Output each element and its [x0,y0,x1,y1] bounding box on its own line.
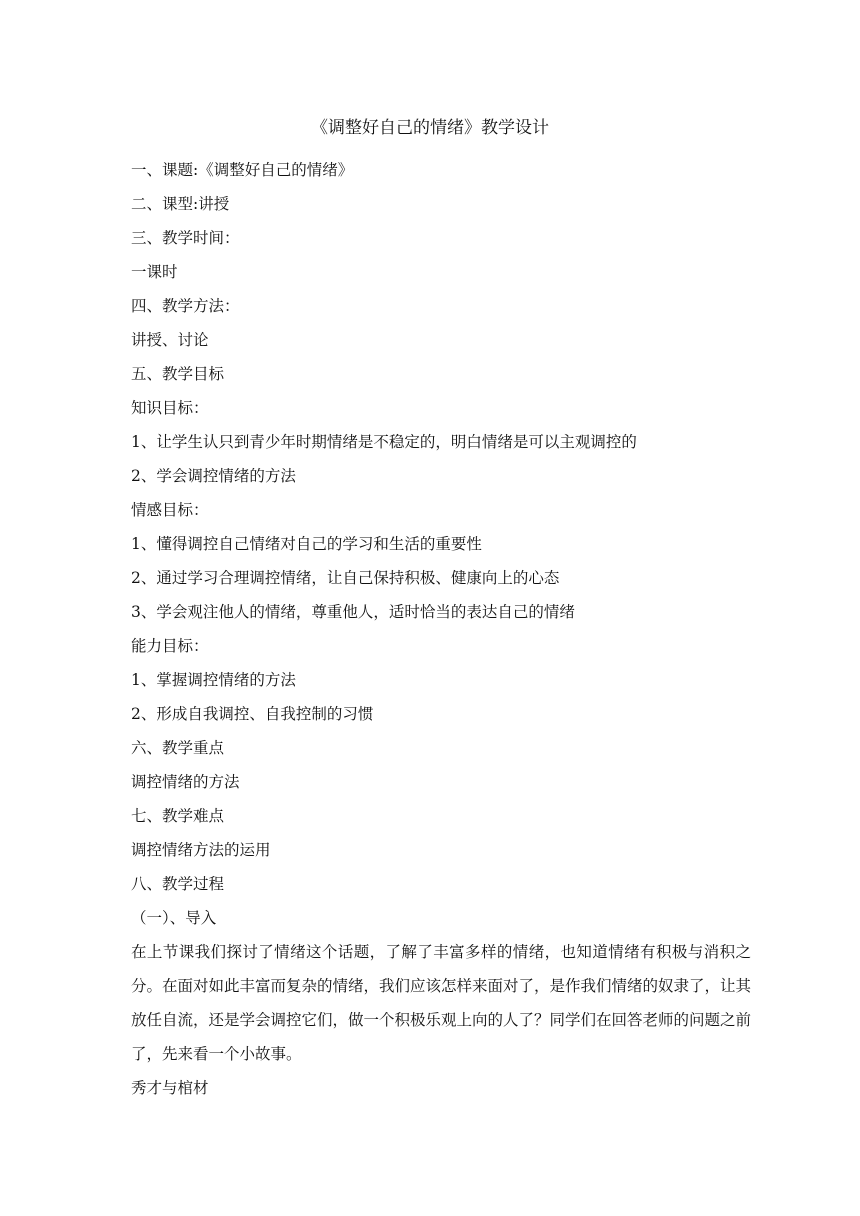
key-points-value: 调控情绪的方法 [131,773,240,791]
knowledge-goal-item: 1、让学生认只到青少年时期情绪是不稳定的，明白情绪是可以主观调控的 [131,433,637,451]
section-key-points: 六、教学重点 [131,739,225,757]
emotion-goal-item: 3、学会观注他人的情绪，尊重他人，适时恰当的表达自己的情绪 [131,603,575,621]
emotion-goal-item: 1、懂得调控自己情绪对自己的学习和生活的重要性 [131,535,482,553]
section-teaching-method: 四、教学方法： [131,297,240,315]
knowledge-goal-item: 2、学会调控情绪的方法 [131,467,296,485]
teaching-method-value: 讲授、讨论 [131,331,209,349]
intro-heading: （一）、导入 [131,909,217,927]
ability-goals-heading: 能力目标： [131,637,209,655]
ability-goal-item: 2、形成自我调控、自我控制的习惯 [131,705,374,723]
emotion-goals-heading: 情感目标： [131,501,209,519]
document-title: 《调整好自己的情绪》教学设计 [311,118,549,138]
section-teaching-process: 八、教学过程 [131,875,225,893]
section-teaching-goals: 五、教学目标 [131,365,225,383]
intro-paragraph: 在上节课我们探讨了情绪这个话题，了解了丰富多样的情绪，也知道情绪有积极与消积之分。在面对如此丰富而复杂的情绪，我们应该怎样来面对了，是作我们情绪的奴隶了，让其放任自流，还是学会调控它们，做一个积极乐观上向的人了？同学们在回答老师的问题之前了，先来看一个小故事。 [131,943,752,1063]
section-lesson-type: 二、课型:讲授 [131,195,230,213]
section-topic: 一、课题:《调整好自己的情绪》 [131,161,354,179]
difficulties-value: 调控情绪方法的运用 [131,841,271,859]
story-title: 秀才与棺材 [131,1079,209,1097]
section-teaching-time: 三、教学时间： [131,229,240,247]
emotion-goal-item: 2、通过学习合理调控情绪，让自己保持积极、健康向上的心态 [131,569,560,587]
ability-goal-item: 1、掌握调控情绪的方法 [131,671,296,689]
teaching-time-value: 一课时 [131,263,178,281]
knowledge-goals-heading: 知识目标： [131,399,209,417]
section-difficulties: 七、教学难点 [131,807,225,825]
document-body [131,153,751,1105]
